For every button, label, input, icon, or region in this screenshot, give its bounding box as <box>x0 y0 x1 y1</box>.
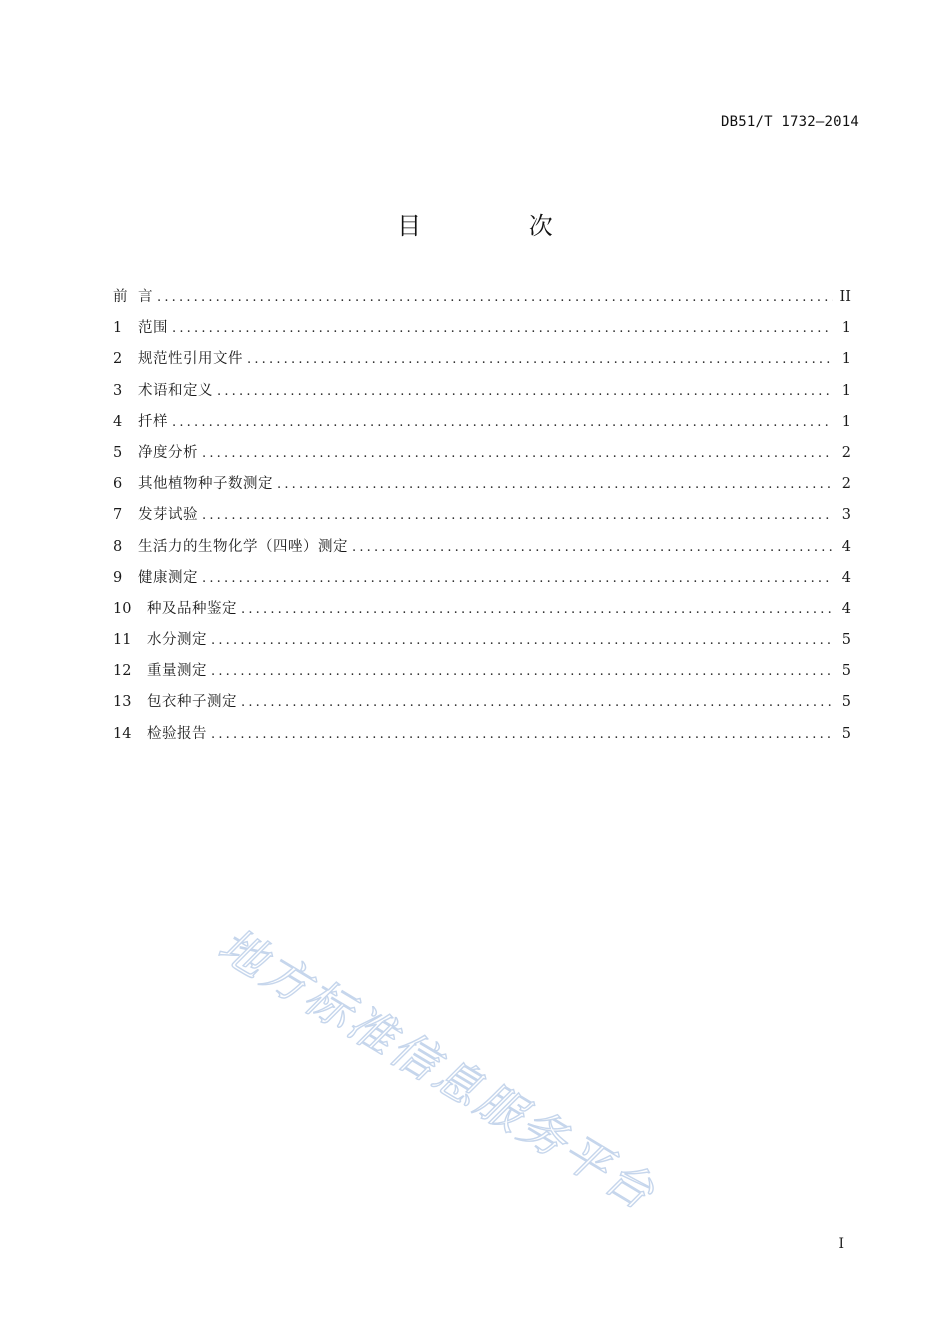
toc-entry-label: 生活力的生物化学（四唑）测定 <box>138 538 348 555</box>
toc-entry-number: 5 <box>113 444 123 461</box>
toc-entry-page: 4 <box>841 600 851 617</box>
toc-entry-foreword[interactable] <box>113 285 851 316</box>
toc-entry-number: 7 <box>113 507 123 524</box>
watermark: 地方标准信息服务平台 <box>209 917 666 1222</box>
toc-entry-4[interactable] <box>113 410 851 441</box>
toc-dot-leader <box>157 286 833 310</box>
toc-entry-number: 12 <box>113 663 132 680</box>
toc-entry-label: 发芽试验 <box>138 507 198 524</box>
toc-entry-page: 1 <box>841 351 851 368</box>
toc-entry-page: 1 <box>841 413 851 430</box>
toc-entry-number: 9 <box>113 569 123 586</box>
toc-entry-8[interactable] <box>113 535 851 566</box>
toc-entry-label: 重量测定 <box>147 663 207 680</box>
toc-entry-label: 言 <box>138 289 153 305</box>
toc-entry-page: 1 <box>841 320 851 337</box>
toc-entry-label: 水分测定 <box>147 632 207 649</box>
toc-entry-page: 5 <box>841 725 851 742</box>
toc-entry-label: 检验报告 <box>147 725 207 742</box>
toc-dot-leader <box>172 317 833 341</box>
toc-dot-leader <box>277 473 833 497</box>
toc-entry-page: 2 <box>841 476 851 493</box>
toc-title: 目 次 <box>397 212 603 240</box>
toc-entry-11[interactable] <box>113 628 851 659</box>
toc-entry-number: 前 <box>113 289 128 305</box>
toc-entry-number: 8 <box>113 538 123 555</box>
toc-entry-page: 4 <box>841 538 851 555</box>
toc-entry-5[interactable] <box>113 441 851 472</box>
toc-dot-leader <box>202 442 833 466</box>
toc-entry-page: 3 <box>841 507 851 524</box>
toc-entry-page: 5 <box>841 694 851 711</box>
toc-entry-13[interactable] <box>113 690 851 721</box>
toc-dot-leader <box>217 380 833 404</box>
toc-dot-leader <box>172 411 833 435</box>
toc-entry-3[interactable] <box>113 379 851 410</box>
toc-dot-leader <box>247 348 833 372</box>
toc-dot-leader <box>241 691 833 715</box>
toc-entry-label: 扦样 <box>138 413 168 430</box>
toc-dot-leader <box>352 536 833 560</box>
toc-entry-number: 3 <box>113 382 123 399</box>
toc-entry-number: 2 <box>113 351 123 368</box>
toc-entry-14[interactable] <box>113 722 851 753</box>
toc-entry-page: 4 <box>841 569 851 586</box>
toc-entry-label: 健康测定 <box>138 569 198 586</box>
toc-entry-number: 4 <box>113 413 123 430</box>
toc-entry-1[interactable] <box>113 316 851 347</box>
toc-entry-page: 1 <box>841 382 851 399</box>
toc-entry-number: 13 <box>113 694 132 711</box>
toc-entry-label: 净度分析 <box>138 444 198 461</box>
toc-entry-label: 其他植物种子数测定 <box>138 476 273 493</box>
toc-dot-leader <box>211 629 833 653</box>
toc-entry-12[interactable] <box>113 659 851 690</box>
toc-entry-label: 术语和定义 <box>138 382 213 399</box>
toc-entry-2[interactable] <box>113 347 851 378</box>
toc-entry-7[interactable] <box>113 503 851 534</box>
toc-entry-page: II <box>839 289 851 305</box>
toc-entry-label: 范围 <box>138 320 168 337</box>
toc-dot-leader <box>211 723 833 747</box>
toc-entry-number: 11 <box>113 632 132 649</box>
document-code: DB51/T 1732—2014 <box>720 114 859 130</box>
toc-entry-page: 2 <box>841 444 851 461</box>
toc-entry-9[interactable] <box>113 566 851 597</box>
toc-entry-number: 10 <box>113 600 132 617</box>
page-number: I <box>838 1236 844 1252</box>
toc-dot-leader <box>202 567 833 591</box>
toc-entry-label: 包衣种子测定 <box>147 694 237 711</box>
table-of-contents <box>113 285 851 753</box>
toc-dot-leader <box>211 660 833 684</box>
toc-dot-leader <box>241 598 833 622</box>
toc-entry-page: 5 <box>841 663 851 680</box>
toc-entry-label: 规范性引用文件 <box>138 351 243 368</box>
toc-entry-6[interactable] <box>113 472 851 503</box>
toc-dot-leader <box>202 504 833 528</box>
toc-entry-page: 5 <box>841 632 851 649</box>
toc-entry-10[interactable] <box>113 597 851 628</box>
toc-entry-label: 种及品种鉴定 <box>147 600 237 617</box>
toc-entry-number: 1 <box>113 320 123 337</box>
toc-entry-number: 14 <box>113 725 132 742</box>
toc-entry-number: 6 <box>113 476 123 493</box>
